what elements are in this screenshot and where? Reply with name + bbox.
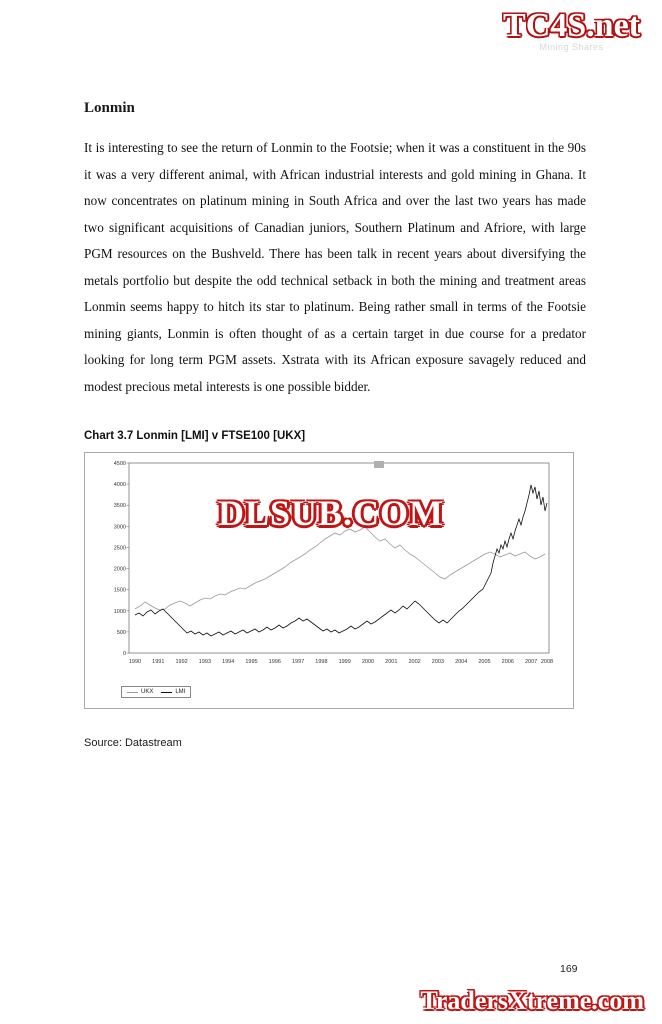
page-number: 169 xyxy=(560,963,578,975)
chart-legend xyxy=(121,686,191,698)
x-axis-labels xyxy=(129,659,553,665)
svg-text:4500: 4500 xyxy=(113,461,126,467)
svg-text:1992: 1992 xyxy=(175,659,188,665)
svg-text:1990: 1990 xyxy=(128,659,142,665)
svg-text:3000: 3000 xyxy=(113,524,126,531)
chart-plot xyxy=(85,453,573,708)
svg-text:2002: 2002 xyxy=(408,659,421,665)
svg-text:3500: 3500 xyxy=(113,503,126,510)
svg-text:2000: 2000 xyxy=(361,659,375,665)
body-paragraph: It is interesting to see the return of Lonmin to the Footsie; when it was a constituent in the 90s it was a very different animal, with African industrial interests and gold mining in Ghana. It now concentrates on platinum mining in South Africa and over the last two years has made two significant acquisitions of Canadian juniors, Southern Platinum and Afriore, with large PGM resources on the Bushveld. There has been talk in recent years about diversifying the metals portfolio but despite the odd technical setback in both the mining and treatment areas Lonmin seems happy to hitch its star to platinum. Being rather small in terms of the Footsie mining giants, Lonmin is often thought of as a certain target in due course for a predator looking for long term PGM assets. Xstrata with its African exposure savagely reduced and modest precious metal interests is one possible bidder. xyxy=(84,140,586,394)
watermark-bottom: TradersXtreme.com xyxy=(420,986,644,1015)
svg-text:1996: 1996 xyxy=(268,659,281,665)
svg-text:0: 0 xyxy=(122,651,126,657)
legend-label-ukx: UKX xyxy=(141,689,154,695)
page-content xyxy=(84,0,586,749)
y-axis-ticks xyxy=(127,463,130,653)
watermark-top-subtitle: Mining Shares xyxy=(539,41,604,52)
svg-text:1998: 1998 xyxy=(315,659,328,665)
svg-text:1997: 1997 xyxy=(291,659,305,665)
legend-item-ukx xyxy=(127,689,153,695)
svg-text:2003: 2003 xyxy=(431,659,445,665)
svg-text:4000: 4000 xyxy=(113,482,126,489)
chart-figure xyxy=(84,452,574,709)
svg-text:2008: 2008 xyxy=(540,659,554,665)
legend-item-lmi xyxy=(161,689,185,695)
svg-text:2001: 2001 xyxy=(385,659,398,665)
svg-text:1000: 1000 xyxy=(113,608,126,615)
watermark-top-title: TC4S.net xyxy=(503,7,640,44)
svg-text:1994: 1994 xyxy=(222,659,235,665)
svg-text:2000: 2000 xyxy=(113,566,126,573)
svg-text:2006: 2006 xyxy=(501,659,514,665)
chart-caption: Chart 3.7 Lonmin [LMI] v FTSE100 [UKX] xyxy=(84,430,306,442)
chart-stray-marker xyxy=(374,461,384,468)
svg-text:1500: 1500 xyxy=(113,587,126,594)
legend-swatch-lmi xyxy=(161,692,172,693)
svg-text:1999: 1999 xyxy=(338,659,351,665)
y-axis-labels xyxy=(114,461,126,657)
svg-text:2004: 2004 xyxy=(455,659,468,665)
svg-text:2007: 2007 xyxy=(524,659,538,665)
svg-text:1995: 1995 xyxy=(245,659,258,665)
legend-swatch-ukx xyxy=(127,692,138,693)
watermark-chart-overlay: DLSUB.COM xyxy=(217,493,445,533)
svg-text:1991: 1991 xyxy=(152,659,165,665)
svg-text:1993: 1993 xyxy=(198,659,212,665)
svg-text:2005: 2005 xyxy=(478,659,491,665)
svg-text:2500: 2500 xyxy=(113,545,126,552)
svg-text:500: 500 xyxy=(116,629,126,636)
source-note: Source: Datastream xyxy=(84,737,182,749)
page-title: Lonmin xyxy=(84,100,135,116)
legend-label-lmi: LMI xyxy=(175,689,186,695)
